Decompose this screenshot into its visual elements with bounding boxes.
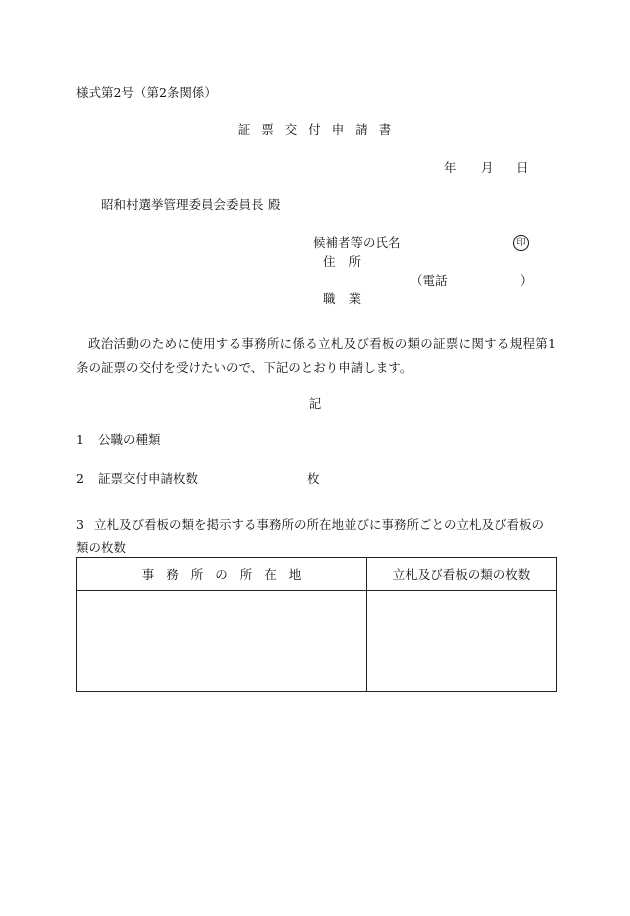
item-count-unit: 枚 bbox=[307, 471, 320, 486]
item-number: 3 bbox=[76, 517, 84, 532]
office-table bbox=[76, 557, 557, 692]
applicant-occupation-label: 職業 bbox=[323, 291, 375, 306]
form-number: 様式第2号（第2条関係） bbox=[76, 85, 217, 100]
date-year-label: 年 bbox=[444, 160, 457, 175]
table-header-count: 立札及び看板の類の枚数 bbox=[367, 558, 557, 591]
document-title: 証票交付申請書 bbox=[237, 122, 403, 137]
applicant-address-label: 住所 bbox=[323, 254, 375, 269]
applicant-name-label: 候補者等の氏名 bbox=[313, 235, 401, 250]
applicant-phone-label: （電話 bbox=[410, 273, 448, 288]
item-text: 証票交付申請枚数 bbox=[97, 471, 198, 486]
item-text: 公職の種類 bbox=[97, 432, 161, 447]
item-office-locations bbox=[76, 513, 556, 559]
table-header-row bbox=[77, 558, 557, 591]
addressee-honorific: 殿 bbox=[268, 197, 281, 212]
ki-heading: 記 bbox=[308, 396, 322, 411]
item-number: 2 bbox=[76, 471, 84, 486]
addressee-name: 昭和村選挙管理委員会委員長 bbox=[101, 197, 264, 212]
table-cell-count[interactable] bbox=[367, 591, 557, 692]
table-row bbox=[77, 591, 557, 692]
item-office-type bbox=[76, 434, 161, 447]
date-day-label: 日 bbox=[516, 160, 529, 175]
applicant-phone-close: ） bbox=[520, 273, 533, 288]
table-header-address: 事務所の所在地 bbox=[77, 558, 367, 591]
item-text: 立札及び看板の類を掲示する事務所の所在地並びに事務所ごとの立札及び看板の類の枚数 bbox=[76, 517, 545, 555]
item-application-count bbox=[76, 473, 198, 486]
item-number: 1 bbox=[76, 432, 84, 447]
application-body-text: 政治活動のために使用する事務所に係る立札及び看板の類の証票に関する規程第1条の証票の交付を受けたいので、下記のとおり申請します。 bbox=[76, 336, 556, 375]
table-cell-address[interactable] bbox=[77, 591, 367, 692]
date-month-label: 月 bbox=[481, 160, 494, 175]
seal-icon: 印 bbox=[513, 235, 529, 251]
